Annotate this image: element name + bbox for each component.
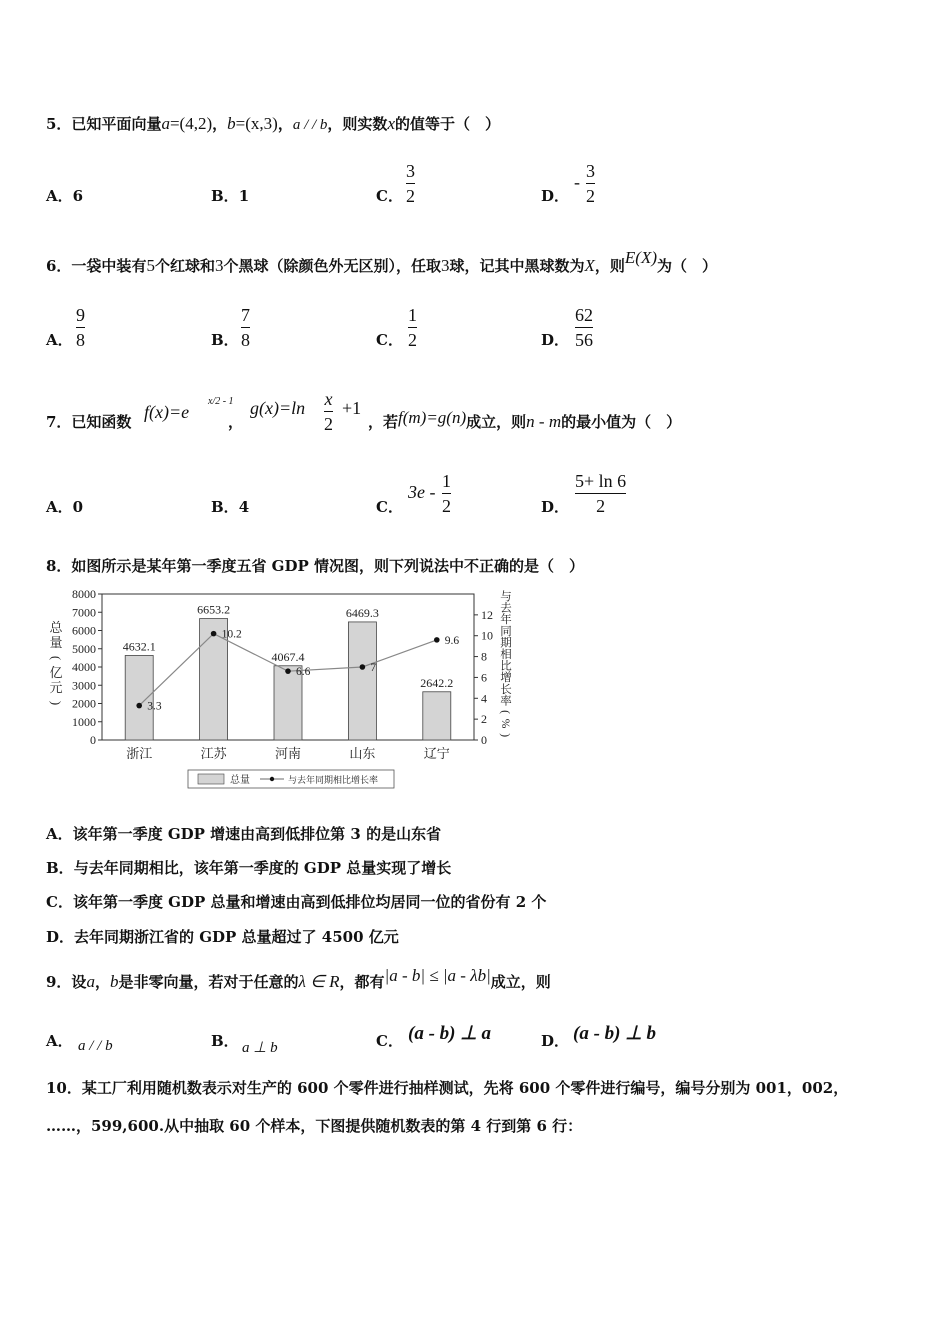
q6-text: 为（ ） (657, 257, 718, 275)
option-value: 该年第一季度 GDP 增速由高到低排位第 3 的是山东省 (72, 825, 442, 843)
vector-b-value: =(x,3) (235, 114, 278, 133)
inequality: |a - b| ≤ |a - λb| (384, 966, 491, 985)
bar-辽宁 (423, 692, 451, 740)
legend-bar-label: 总量 (230, 775, 250, 786)
y2-axis-label-char: 率 (500, 695, 512, 708)
f-exponent: x/2 - 1 (208, 396, 234, 407)
vector-a: a (86, 972, 95, 991)
y2-axis-label-char: 长 (500, 683, 512, 696)
line-data-label: 7 (370, 662, 377, 674)
q9-option-d[interactable] (541, 1031, 569, 1051)
option-label: D． (541, 498, 570, 516)
bar-山东 (348, 622, 376, 740)
question-10-line-1: 10．某工厂利用随机数表示对生产的 600 个零件进行抽样测试，先将 600 个零件进行编号，编号分别为 001，002， (46, 1079, 849, 1097)
q7-option-d[interactable] (541, 497, 569, 517)
line-data-label: 9.6 (444, 634, 460, 647)
numerator: 3 (406, 161, 415, 181)
q9-option-b[interactable] (211, 1031, 239, 1051)
option-label: B． (211, 1032, 239, 1050)
q9-text: 成立，则 (490, 973, 551, 991)
q5-option-c[interactable] (376, 186, 403, 206)
option-value: 4 (238, 498, 250, 516)
x-tick-label: 河南 (274, 746, 302, 761)
option-label: A． (46, 1032, 73, 1050)
y-axis-label-char: 量 (49, 635, 63, 650)
q9-text: 是非零向量，若对于任意的 (118, 973, 299, 991)
q5-option-a[interactable] (46, 186, 83, 206)
gdp-chart (48, 586, 518, 792)
denominator: 2 (596, 496, 606, 516)
q5-option-d-fraction (586, 160, 595, 207)
line-data-label: 3.3 (147, 700, 162, 713)
q6-text: 球，记其中黑球数为 (449, 257, 585, 275)
y-tick-label: 0 (90, 733, 96, 747)
y2-axis-label-char: ) (499, 733, 511, 738)
denominator: 2 (406, 186, 415, 206)
option-label: D． (541, 187, 570, 205)
option-label: A． (46, 825, 73, 843)
y2-axis-label-char: 比 (500, 660, 512, 673)
option-label: C． (376, 1032, 403, 1050)
denominator: 2 (442, 496, 451, 516)
condition-fm-gn: f(m)=g(n) (398, 408, 467, 427)
legend-line-label: 与去年同期相比增长率 (288, 775, 379, 785)
denominator: 8 (76, 330, 85, 350)
y-tick-label: 8000 (72, 587, 96, 601)
y2-axis-label-char: 期 (500, 637, 512, 650)
y2-tick-label: 4 (481, 691, 487, 706)
denominator: 2 (586, 186, 595, 206)
option-c-prefix: 3e - (408, 482, 436, 502)
question-9-stem (46, 966, 551, 992)
bar-data-label: 6469.3 (345, 605, 379, 620)
x-tick-label: 江苏 (200, 746, 227, 761)
q7-comma: ， (228, 413, 244, 431)
y-tick-label: 7000 (72, 605, 96, 620)
q7-stem-rest (368, 408, 682, 432)
y-tick-label: 6000 (72, 623, 96, 638)
n-minus-m: n - m (526, 412, 562, 431)
parallel-condition: a / / b (292, 117, 328, 133)
bar-data-label: 4067.4 (271, 649, 305, 664)
growth-rate-point (285, 668, 291, 674)
y2-tick-label: 8 (481, 649, 487, 664)
option-value: 去年同期浙江省的 GDP 总量超过了 4500 亿元 (74, 928, 399, 946)
option-label: B． (211, 498, 239, 516)
q9-option-c-value: (a - b) ⊥ a (408, 1023, 492, 1044)
numerator: 5+ ln 6 (575, 471, 627, 491)
vector-b: b (227, 114, 236, 133)
y2-axis-label-char: 同 (500, 625, 512, 638)
g-plus-one: +1 (342, 398, 362, 418)
g-fraction (324, 388, 333, 435)
option-label: C． (376, 498, 403, 516)
vector-a-value: =(4,2) (169, 114, 213, 133)
q8-option-c[interactable] (46, 892, 546, 912)
q5-option-b[interactable] (211, 186, 249, 206)
legend-line-marker (270, 777, 274, 781)
q7-text: 7．已知函数 (46, 413, 132, 431)
q7-option-c[interactable] (376, 497, 403, 517)
x-tick-label: 辽宁 (423, 746, 450, 761)
option-label: A． (46, 187, 73, 205)
q6-option-a-fraction (76, 304, 85, 351)
draw-count: 3 (440, 256, 450, 275)
vector-a: a (161, 114, 170, 133)
q9-text: 9．设 (46, 973, 87, 991)
q6-option-b[interactable] (211, 330, 239, 350)
bar-data-label: 6653.2 (197, 602, 231, 617)
y-axis-label-char: 元 (49, 680, 63, 695)
question-5-stem (46, 114, 500, 135)
q6-text: 6．一袋中装有 (46, 257, 147, 275)
denominator: 2 (408, 330, 417, 350)
y-tick-label: 4000 (72, 660, 96, 674)
option-label: C． (46, 893, 73, 911)
lambda-in-R: λ ∈ R (298, 972, 340, 991)
function-g: g(x)=ln (250, 398, 306, 418)
q6-text: ，则 (594, 257, 625, 275)
q9-option-d-value: (a - b) ⊥ b (573, 1023, 657, 1044)
numerator: x (324, 389, 333, 409)
question-8-stem: 8．如图所示是某年第一季度五省 GDP 情况图，则下列说法中不正确的是（ ） (46, 557, 584, 575)
denominator: 56 (575, 330, 593, 350)
q6-text: 个黑球（除颜色外无区别），任取 (223, 257, 441, 275)
numerator: 3 (586, 161, 595, 181)
option-label: A． (46, 498, 73, 516)
y2-tick-label: 12 (481, 607, 493, 622)
y2-axis-label-char: 去 (500, 602, 512, 615)
option-label: D． (46, 928, 75, 946)
growth-rate-point (434, 637, 440, 643)
q7-option-b[interactable] (211, 497, 249, 517)
y2-axis-label-char: 相 (500, 649, 512, 661)
y2-axis-label-char: 年 (500, 614, 512, 627)
x-tick-label: 山东 (349, 746, 376, 761)
function-f (144, 402, 189, 423)
q7-text: 成立，则 (466, 413, 527, 431)
bar-浙江 (125, 655, 153, 740)
y-axis-label-char: ) (49, 700, 64, 706)
numerator: 62 (575, 305, 593, 325)
denominator: 8 (241, 330, 250, 350)
bar-data-label: 4632.1 (122, 639, 156, 654)
option-value: 该年第一季度 GDP 总量和增速由高到低排位均居同一位的省份有 2 个 (72, 893, 547, 911)
numerator: 9 (76, 305, 85, 325)
question-7-stem (46, 412, 131, 432)
option-label: B． (211, 187, 239, 205)
option-label: D． (541, 331, 570, 349)
variable-X: X (584, 256, 595, 275)
y-tick-label: 2000 (72, 696, 96, 711)
line-data-label: 10.2 (221, 628, 242, 641)
minus-sign: - (574, 172, 580, 192)
y-axis-label-char: ( (49, 655, 64, 661)
q6-option-b-fraction (241, 304, 250, 351)
q5-text: ，则实数 (327, 115, 388, 133)
numerator: 1 (408, 305, 417, 325)
q7-option-c-fraction (442, 470, 451, 517)
growth-rate-point (360, 664, 366, 670)
option-value: 0 (72, 498, 84, 516)
line-data-label: 6.6 (296, 666, 311, 679)
y2-tick-label: 2 (481, 712, 487, 727)
numerator: 7 (241, 305, 250, 325)
q6-option-a[interactable] (46, 330, 73, 350)
q5-option-d[interactable] (541, 186, 569, 206)
q6-option-d-fraction (575, 304, 593, 351)
q9-comma: ， (94, 973, 110, 991)
option-label: C． (376, 187, 403, 205)
q9-option-b-value: a ⊥ b (242, 1040, 278, 1056)
q7-option-d-fraction (575, 470, 626, 517)
option-label: C． (376, 331, 403, 349)
y2-tick-label: 6 (481, 670, 487, 685)
q6-option-c[interactable] (376, 330, 403, 350)
q6-option-d[interactable] (541, 330, 569, 350)
question-6-stem (46, 248, 718, 276)
option-value: 6 (72, 187, 84, 205)
q5-comma: ， (277, 115, 293, 133)
y2-axis-label-char: 增 (500, 672, 512, 685)
question-10-line-2: ……，599,600.从中抽取 60 个样本，下图提供随机数表的第 4 行到第 6 行： (46, 1117, 583, 1135)
variable-x: x (387, 114, 395, 133)
q8-option-a[interactable] (46, 824, 441, 844)
x-tick-label: 浙江 (126, 746, 153, 761)
q9-text: ，都有 (339, 973, 385, 991)
option-label: D． (541, 1032, 570, 1050)
y2-tick-label: 0 (481, 733, 487, 747)
option-label: B． (211, 331, 239, 349)
black-count: 3 (214, 256, 224, 275)
q9-option-a[interactable] (46, 1031, 73, 1051)
q8-option-b[interactable] (46, 858, 451, 878)
y-tick-label: 1000 (72, 714, 96, 729)
y-axis-label-char: 总 (49, 620, 63, 635)
y-axis-label-char: 亿 (49, 665, 63, 680)
option-label: B． (46, 859, 74, 877)
q9-option-c[interactable] (376, 1031, 403, 1051)
option-value: 与去年同期相比，该年第一季度的 GDP 总量实现了增长 (73, 859, 452, 877)
vector-b: b (109, 972, 119, 991)
expectation-EX: E(X) (624, 248, 657, 267)
y2-tick-label: 10 (481, 628, 493, 643)
y2-axis-label-char: % (499, 718, 511, 729)
red-count: 5 (146, 256, 155, 275)
q5-text: 5．已知平面向量 (46, 115, 162, 133)
legend-bar-swatch (198, 774, 224, 784)
numerator: 1 (442, 471, 451, 491)
q7-text: ，若 (368, 413, 399, 431)
y2-axis-label-char: ( (499, 710, 511, 714)
option-value: 1 (238, 187, 250, 205)
q7-text: 的最小值为（ ） (561, 413, 682, 431)
growth-rate-point (136, 703, 142, 709)
q6-text: 个红球和 (154, 257, 215, 275)
q5-comma: ， (212, 115, 228, 133)
q5-text: 的值等于（ ） (394, 115, 500, 133)
f-expression: f(x)=e (144, 402, 190, 422)
y2-axis-label-char: 与 (500, 591, 512, 603)
q9-option-a-value: a / / b (78, 1038, 113, 1054)
q7-option-a[interactable] (46, 497, 83, 517)
y-tick-label: 5000 (72, 641, 96, 656)
gdp-chart-svg (48, 586, 518, 792)
growth-rate-point (211, 631, 217, 637)
bar-data-label: 2642.2 (420, 675, 454, 690)
y-tick-label: 3000 (72, 678, 96, 693)
denominator: 2 (324, 414, 333, 434)
option-label: A． (46, 331, 73, 349)
q8-option-d[interactable] (46, 927, 399, 947)
q5-option-c-fraction (406, 160, 415, 207)
q6-option-c-fraction (408, 304, 417, 351)
